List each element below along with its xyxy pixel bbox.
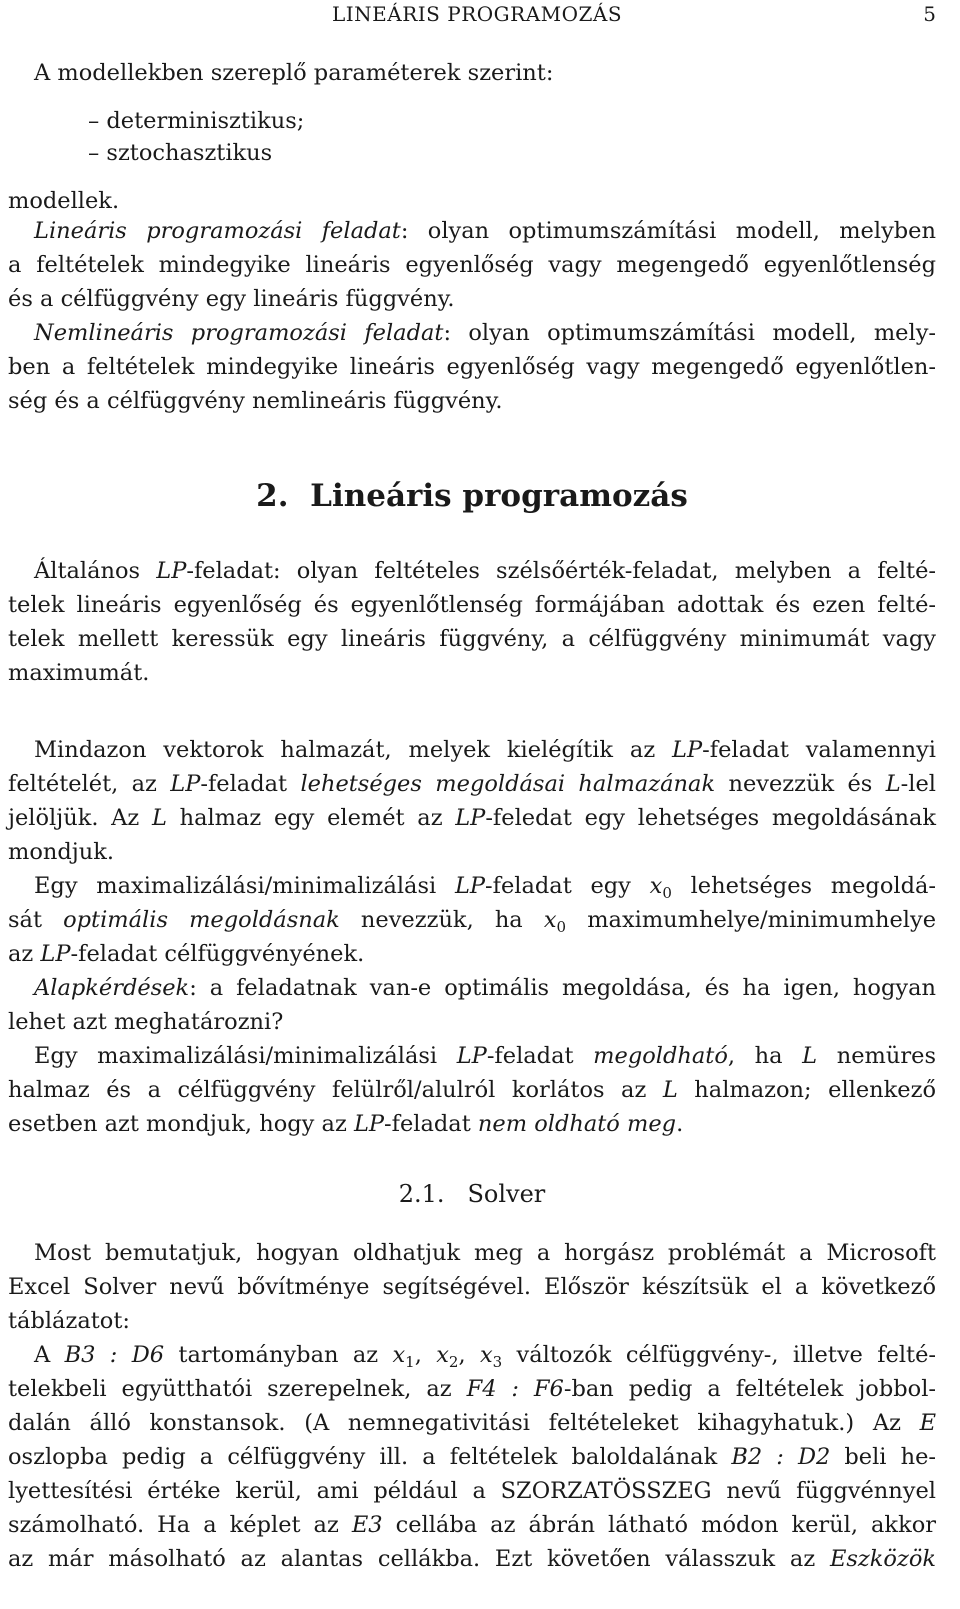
def-nonlinear-line: Nemlineáris programozási feladat: olyan optimumszámítási modell, mely- — [34, 320, 937, 346]
def-linear-line: a feltételek mindegyike lineáris egyenlőség vagy megengedő egyenlőtlenség — [8, 252, 936, 278]
solver-body-line: dalán álló konstansok. (A nemnegativitási feltételeket kihagyhatuk.) Az E — [8, 1410, 936, 1436]
intro-tail: modellek. — [8, 188, 120, 214]
list-item: – determinisztikus; — [88, 108, 305, 134]
solvable-line: esetben azt mondjuk, hogy az LP-feladat nem oldható meg. — [8, 1111, 684, 1137]
solver-body-line: számolható. Ha a képlet az E3 cellába az ábrán látható módon kerül, akkor — [8, 1512, 936, 1538]
optimal-line: az LP-feladat célfüggvényének. — [8, 941, 365, 967]
optimal-line: Egy maximalizálási/minimalizálási LP-feladat egy $x_0$ lehetséges megoldá- — [34, 873, 936, 902]
running-header — [8, 2, 936, 28]
basic-questions-line: Alapkérdések: a feladatnak van-e optimális megoldása, és ha igen, hogyan — [34, 975, 936, 1001]
def-linear-line: és a célfüggvény egy lineáris függvény. — [8, 286, 455, 312]
general-lp-line: telek lineáris egyenlőség és egyenlőtlenség formájában adottak és ezen felté- — [8, 592, 936, 618]
solvable-line: Egy maximalizálási/minimalizálási LP-feladat megoldható, ha L nemüres — [34, 1043, 936, 1069]
running-title: LINEÁRIS PROGRAMOZÁS — [332, 2, 623, 26]
general-lp-line: telek mellett keressük egy lineáris függvény, a célfüggvény minimumát vagy — [8, 626, 936, 652]
solver-body-line: A B3 : D6 tartományban az $x_1$, $x_2$, $x_3$ változók célfüggvény-, illetve felté- — [34, 1342, 936, 1371]
optimal-line: sát optimális megoldásnak nevezzük, ha $x_0$ maximumhelye/minimumhelye — [8, 907, 937, 936]
feasible-line: mondjuk. — [8, 839, 115, 865]
page-number: 5 — [923, 2, 936, 26]
optimal-term: optimális megoldásnak — [63, 907, 340, 933]
section-heading: 2. Lineáris programozás — [256, 478, 688, 514]
feasible-term: lehetséges megoldásai halmazának — [300, 771, 716, 797]
solver-body-line: telekbeli együtthatói szerepelnek, az F4 : F6-ban pedig a feltételek jobbol- — [8, 1376, 936, 1402]
general-lp-line: Általános LP-feladat: olyan feltételes szélsőérték-feladat, melyben a felté- — [34, 558, 937, 584]
basic-questions-line: lehet azt meghatározni? — [8, 1009, 284, 1035]
solvable-line: halmaz és a célfüggvény felülről/alulról korlátos az L halmazon; ellenkező — [8, 1077, 936, 1103]
general-lp-line: maximumát. — [8, 660, 150, 686]
menu-term: Eszközök — [829, 1546, 936, 1572]
not-solvable-term: nem oldható meg — [477, 1111, 677, 1137]
list-item: – sztochasztikus — [88, 140, 273, 166]
basic-questions-term: Alapkérdések — [34, 975, 190, 1001]
feasible-line: Mindazon vektorok halmazát, melyek kielégítik az LP-feladat valamennyi — [34, 737, 936, 763]
solver-body-line: az már másolható az alantas cellákba. Ezt követően válasszuk az Eszközök — [8, 1546, 936, 1572]
def-nonlinear-line: ség és a célfüggvény nemlineáris függvény. — [8, 388, 503, 414]
feasible-line: jelöljük. Az L halmaz egy elemét az LP-feledat egy lehetséges megoldásának — [8, 805, 937, 831]
def-linear-term: Lineáris programozási feladat — [34, 218, 401, 244]
solvable-term: megoldható — [593, 1043, 728, 1069]
solver-intro-line: Excel Solver nevű bővítménye segítségével. Először készítsük el a következő — [8, 1274, 936, 1300]
def-linear-line: Lineáris programozási feladat: olyan optimumszámítási modell, melyben — [34, 218, 936, 244]
intro-lead: A modellekben szereplő paraméterek szerint: — [34, 60, 554, 86]
solver-body-line: oszlopba pedig a célfüggvény ill. a feltételek baloldalának B2 : D2 beli he- — [8, 1444, 936, 1470]
def-nonlinear-line: ben a feltételek mindegyike lineáris egyenlőség vagy megengedő egyenlőtlen- — [8, 354, 936, 380]
solver-body-line: lyettesítési értéke kerül, ami például a SZORZATÖSSZEG nevű függvénnyel — [8, 1478, 936, 1504]
subsection-heading: 2.1. Solver — [398, 1180, 546, 1208]
solver-intro-line: táblázatot: — [8, 1308, 130, 1334]
def-nonlinear-term: Nemlineáris programozási feladat — [34, 320, 444, 346]
feasible-line: feltételét, az LP-feladat lehetséges megoldásai halmazának nevezzük és L-lel — [8, 771, 936, 797]
solver-intro-line: Most bemutatjuk, hogyan oldhatjuk meg a horgász problémát a Microsoft — [34, 1240, 936, 1266]
